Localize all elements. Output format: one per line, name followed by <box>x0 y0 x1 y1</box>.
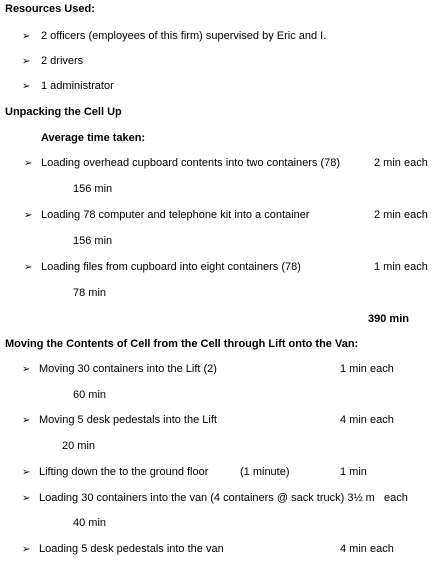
moving-item-text: Loading 30 containers into the van (4 containers @ sack truck) 3½ m <box>39 492 375 504</box>
unpacking-heading: Unpacking the Cell Up <box>5 106 122 118</box>
unpacking-item-text: Loading files from cupboard into eight containers (78) <box>41 261 301 273</box>
moving-item-note: (1 minute) <box>240 466 290 478</box>
bullet-icon: ➢ <box>22 467 31 478</box>
resource-item: 1 administrator <box>41 80 114 92</box>
unpacking-item-text: Loading 78 computer and telephone kit into a container <box>41 209 310 221</box>
unpacking-item-total: 156 min <box>73 235 113 247</box>
moving-item-text: Moving 5 desk pedestals into the Lift <box>39 414 217 426</box>
resources-heading: Resources Used: <box>5 3 95 15</box>
moving-item-rate: 1 min <box>340 466 367 478</box>
resource-item: 2 drivers <box>41 55 84 67</box>
unpacking-grand-total: 390 min <box>368 313 409 325</box>
bullet-icon: ➢ <box>22 493 31 504</box>
moving-item-text: Lifting down the to the ground floor <box>39 466 209 478</box>
unpacking-item-rate: 1 min each <box>374 261 428 273</box>
bullet-icon: ➢ <box>24 210 33 221</box>
moving-item-rate: 1 min each <box>340 363 394 375</box>
bullet-icon: ➢ <box>22 81 31 92</box>
bullet-icon: ➢ <box>22 544 31 555</box>
moving-item-total: 20 min <box>62 440 96 452</box>
bullet-icon: ➢ <box>22 415 31 426</box>
moving-item-rate: each <box>384 492 408 504</box>
moving-item-total: 60 min <box>73 389 107 401</box>
moving-item-text: Loading 5 desk pedestals into the van <box>39 543 224 555</box>
moving-item-rate: 4 min each <box>340 414 394 426</box>
bullet-icon: ➢ <box>24 158 33 169</box>
average-time-subheading: Average time taken: <box>41 132 146 144</box>
unpacking-item-text: Loading overhead cupboard contents into two containers (78) <box>41 157 341 169</box>
unpacking-item-total: 78 min <box>73 287 107 299</box>
moving-item-text: Moving 30 containers into the Lift (2) <box>39 363 217 375</box>
bullet-icon: ➢ <box>22 56 31 67</box>
bullet-icon: ➢ <box>22 31 31 42</box>
moving-heading: Moving the Contents of Cell from the Cell through Lift onto the Van: <box>5 338 359 350</box>
unpacking-item-total: 156 min <box>73 183 113 195</box>
unpacking-item-rate: 2 min each <box>374 157 428 169</box>
moving-item-rate: 4 min each <box>340 543 394 555</box>
resource-item: 2 officers (employees of this firm) supervised by Eric and I. <box>41 30 327 42</box>
bullet-icon: ➢ <box>24 262 33 273</box>
moving-item-total: 40 min <box>73 517 107 529</box>
unpacking-item-rate: 2 min each <box>374 209 428 221</box>
bullet-icon: ➢ <box>22 364 31 375</box>
